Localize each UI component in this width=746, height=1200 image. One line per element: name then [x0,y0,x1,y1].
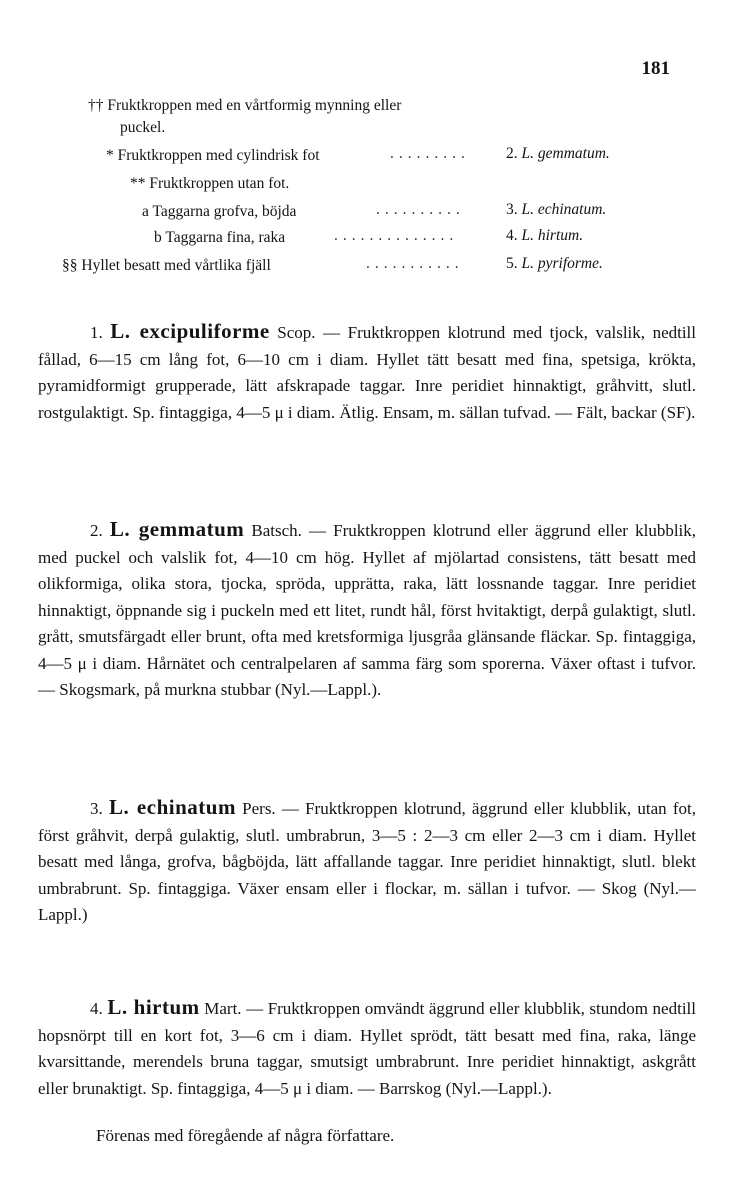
key-text: †† Fruktkroppen med en vårtformig mynning eller [88,97,402,114]
entry-number: 1. [90,323,103,342]
species-name: L. gemmatum [109,517,245,541]
page-number: 181 [641,58,670,79]
key-ref-number: 2. [506,145,518,162]
key-text: * Fruktkroppen med cylindrisk fot [106,147,320,164]
key-species: L. hirtum. [521,227,584,244]
key-line [62,255,271,277]
entry-text: Mart. — Fruktkroppen omvändt äggrund eller klubblik, stundom nedtill hopsnörpt till en kort fot, 3—6 cm i diam. Hyllet sprödt, tätt besatt med fina, raka, länge kvarsittande, merendels bruna taggar, smutsigt umbrabrunt. Inre peridiet hinnaktigt, askgrått eller brunaktigt. Sp. fintaggiga, 4—5 μ i diam. — Barrskog (Nyl.—Lappl.). [38,999,696,1098]
species-entry-gemmatum [38,516,696,704]
key-reference [506,227,583,245]
dot-leader: .......... [376,201,465,218]
key-line [120,117,165,139]
entry-text: Pers. — Fruktkroppen klotrund, äggrund eller klubblik, utan fot, först gråhvit, derpå gulaktig, slutl. umbrabrun, 3—5 : 2—3 cm eller 2—3 cm i diam. Hyllet besatt med långa, grofva, bågböjda, lätt affallande taggar. Inre peridiet hinnaktigt, slutl. blekt umbrabrunt. Sp. fintaggiga. Växer ensam eller i flockar, m. sällan i tufvor. — Skog (Nyl.—Lappl.) [38,799,696,924]
key-text: §§ Hyllet besatt med vårtlika fjäll [62,257,271,274]
dot-leader: ......... [390,145,470,162]
key-ref-number: 5. [506,255,518,272]
entry-number: 4. [90,999,103,1018]
entry-text: Batsch. — Fruktkroppen klotrund eller äggrund eller klubblik, med puckel och valslik fot, 4—10 cm hög. Hyllet af mjölartad consistens, tätt besatt med olikformiga, olika stora, tjocka, spröda, upprätta, raka, lätt lossnande taggar. Inre peridiet hinnaktigt, öppnande sig i puckeln med ett litet, rundt hål, först hvitaktigt, derpå gulaktigt, slutl. grått, smutsfärgadt eller brunt, ofta med kretsformiga ljusgråa glänsande fläckar. Sp. fintaggiga, 4—5 μ i diam. Hårnätet och centralpelaren af samma färg som sporerna. Växer oftast i tufvor. — Skogsmark, på murkna stubbar (Nyl.—Lappl.). [38,521,697,699]
key-reference [506,255,603,273]
species-entry-hirtum [38,994,696,1102]
key-line [106,145,320,167]
dot-leader: ........... [366,255,464,272]
key-ref-number: 4. [506,227,518,244]
closing-note: Förenas med föregående af några författare. [96,1126,395,1145]
key-reference [506,201,606,219]
species-name: L. hirtum [107,995,200,1019]
entry-number: 3. [90,799,103,818]
key-species: L. pyriforme. [521,255,603,272]
key-text: puckel. [120,119,166,136]
entry-text: Scop. — Fruktkroppen klotrund med tjock, valslik, nedtill fållad, 6—15 cm lång fot, 6—10 cm i diam. Hyllet tätt besatt med fina, spetsiga, krökta, pyramidformigt grupperade, lätt afskrapade taggar. Inre peridiet hinnaktigt, gråhvitt, slutl. rostgulaktigt. Sp. fintaggiga, 4—5 μ i diam. Ätlig. Ensam, m. sällan tufvad. — Fält, backar (SF). [38,323,697,422]
key-line [88,95,401,117]
key-species: L. echinatum. [521,201,607,218]
key-text: ** Fruktkroppen utan fot. [130,175,290,192]
species-entry-excipuliforme [38,318,696,426]
dot-leader: .............. [334,227,459,244]
key-text: b Taggarna fina, raka [154,229,286,246]
key-line [154,227,285,249]
key-text: a Taggarna grofva, böjda [142,203,297,220]
entry-number: 2. [90,521,103,540]
species-entry-echinatum [38,794,696,929]
key-species: L. gemmatum. [521,145,610,162]
key-ref-number: 3. [506,201,518,218]
key-reference [506,145,610,163]
species-name: L. excipuliforme [110,319,270,343]
key-line [142,201,296,223]
species-name: L. echinatum [108,795,236,819]
key-line [130,173,289,195]
